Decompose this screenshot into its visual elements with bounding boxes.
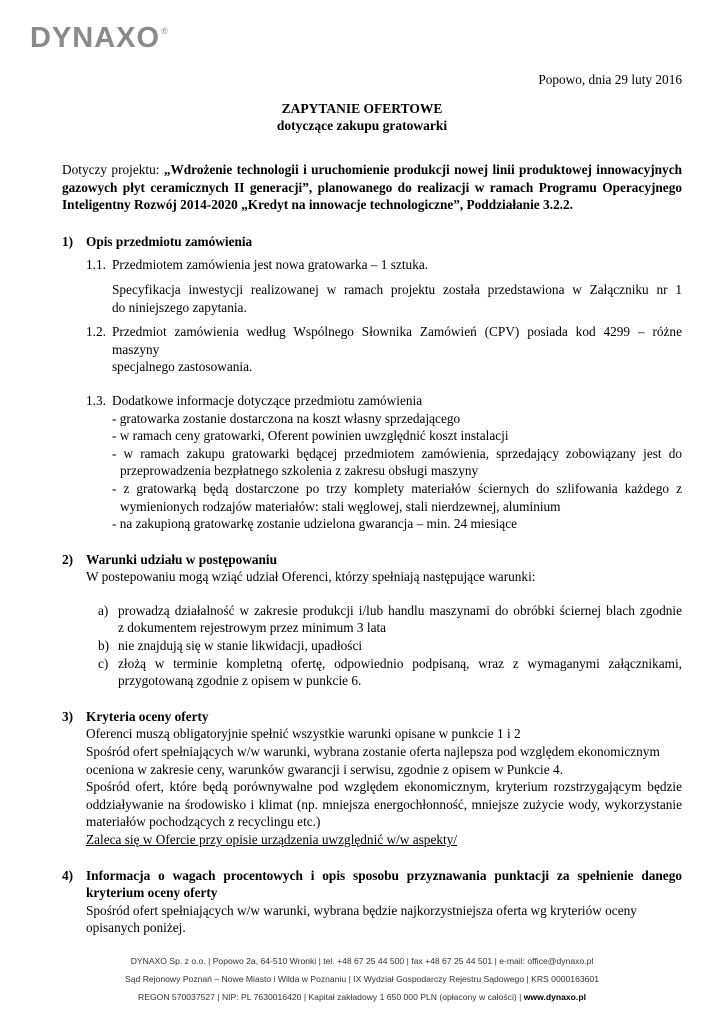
section-2-number: 2) xyxy=(62,551,74,567)
item-1-1 xyxy=(62,256,682,274)
condition-a-letter: a) xyxy=(98,602,109,618)
section-2 xyxy=(62,551,682,690)
document-subtitle: dotyczące zakupu gratowarki xyxy=(276,118,448,133)
spec-line-1: Specyfikacja inwestycji realizowanej w ramach projektu została przedstawiona w Załączniku nr 1 xyxy=(112,281,682,297)
list-item: - w ramach ceny gratowarki, Oferent powinien uwzględnić koszt instalacji xyxy=(112,428,509,444)
criteria-line-3: oceniona w zakresie ceny, warunków gwarancji i serwisu, zgodnie z opisem w Punkcie 4. xyxy=(86,761,563,777)
criteria-line-6: materiałów pochodzących z recyclingu etc.) xyxy=(86,814,321,830)
section-2-intro: W postepowaniu mogą wziąć udział Oferenci, którzy spełniają następujące warunki: xyxy=(86,569,536,585)
item-1-2 xyxy=(62,323,682,376)
section-4-title-line-2: kryterium oceny oferty xyxy=(86,885,218,901)
document-title: ZAPYTANIE OFERTOWE xyxy=(281,101,443,116)
project-prefix: Dotyczy projektu: xyxy=(62,162,164,177)
footer-line-1: DYNAXO Sp. z o.o. | Popowo 2a, 64-510 Wronki | tel. +48 67 25 44 500 | fax +48 67 25 44 501 | e-mail: office@dynaxo.pl xyxy=(130,956,594,966)
section-1-heading xyxy=(62,233,682,251)
list-item-continuation: przeprowadzenia bezpłatnego szkolenia z zakresu obsługi maszyny xyxy=(120,463,479,479)
project-paragraph xyxy=(62,161,682,214)
item-1-3 xyxy=(62,392,682,410)
condition-c-line-2: przygotowaną zgodnie z opisem w punkcie 6. xyxy=(118,673,362,689)
section-3-body xyxy=(62,725,682,848)
section-4 xyxy=(62,867,682,937)
registered-mark: ® xyxy=(161,26,169,36)
section-4-body xyxy=(62,902,682,937)
item-1-2-line-1: Przedmiot zamówienia według Wspólnego Słownika Zamówień (CPV) posiada kod 4299 – różne maszyny xyxy=(112,324,682,357)
criteria-line-1: Oferenci muszą obligatoryjnie spełnić wszystkie warunki opisane w punkcie 1 i 2 xyxy=(86,726,521,742)
condition-c xyxy=(62,655,682,690)
section-4-number: 4) xyxy=(62,867,74,883)
criteria-line-5: oddziaływanie na środowisko i klimat (np. mniejsza energochłonność, mniejsze zużycie wody, wykorzystanie xyxy=(86,796,682,812)
condition-a-line-2: z dokumentem rejestrowym przez minimum 3 lata xyxy=(118,620,387,636)
section-1-number: 1) xyxy=(62,233,74,249)
project-line-3: Inteligentny Rozwój 2014-2020 „Kredyt na innowacje technologiczne”, Poddziałanie 3.2.2. xyxy=(62,197,573,213)
criteria-line-4: Spośród ofert, które będą porównywalne pod względem ekonomicznym, kryterium rozstrzygającym będzie xyxy=(86,779,682,795)
criteria-line-2: Spośród ofert spełniających w/w warunki, wybrana zostanie oferta najlepsza pod względem ekonomicznym xyxy=(86,744,660,760)
item-1-1-text: Przedmiotem zamówienia jest nowa gratowarka – 1 sztuka. xyxy=(112,257,429,273)
page-footer xyxy=(0,952,724,1006)
logo-text: DYNAXO xyxy=(30,22,161,54)
item-1-3-number: 1.3. xyxy=(86,392,106,408)
list-item-continuation: wymienionych rodzajów materiałów: stali węglowej, stali nierdzewnej, aluminium xyxy=(120,498,561,514)
condition-b-letter: b) xyxy=(98,638,110,654)
condition-b-line-1: nie znajdują się w stanie likwidacji, upadłości xyxy=(118,638,363,654)
item-1-1-number: 1.1. xyxy=(86,257,106,273)
list-item: - gratowarka zostanie dostarczona na koszt własny sprzedającego xyxy=(112,410,461,426)
footer-line-3 xyxy=(0,988,724,1006)
condition-a-line-1: prowadzą działalność w zakresie produkcji i/lub handlu maszynami do obróbki ściernej blach zgodnie xyxy=(118,602,682,618)
item-1-2-line-2: specjalnego zastosowania. xyxy=(112,359,253,375)
list-item: - na zakupioną gratowarkę zostanie udzielona gwarancja – min. 24 miesiące xyxy=(112,516,518,532)
footer-line-2: Sąd Rejonowy Poznań – Nowe Miasto i Wilda w Poznaniu | IX Wydział Gospodarczy Rejestru Sądowego | KRS 0000163601 xyxy=(125,974,599,984)
weights-line-1: Spośród ofert spełniających w/w warunki, wybrana będzie najkorzystniejsza oferta wg kryteriów oceny xyxy=(86,902,637,918)
specification-paragraph xyxy=(62,281,682,316)
company-logo xyxy=(30,22,169,55)
condition-a xyxy=(62,602,682,637)
weights-line-2: opisanych poniżej. xyxy=(86,920,186,936)
footer-line-3-text: REGON 570037527 | NIP: PL 7630016420 | Kapitał zakładowy 1 650 000 PLN (opłacony w całości) | xyxy=(138,992,524,1002)
document-body xyxy=(62,161,682,937)
project-line-1 xyxy=(62,161,682,179)
document-date: Popowo, dnia 29 luty 2016 xyxy=(538,72,682,87)
project-text-1: „Wdrożenie technologii i uruchomienie produkcji nowej linii produktowej innowacyjnych xyxy=(163,162,682,177)
section-3-number: 3) xyxy=(62,708,74,724)
criteria-recommendation: Zaleca się w Ofercie przy opisie urządzenia uwzględnić w/w aspekty/ xyxy=(86,832,458,847)
item-1-2-number: 1.2. xyxy=(86,324,106,340)
project-line-2: gazowych płyt ceramicznych II generacji”, planowanego do realizacji w ramach Programu Operacyjnego xyxy=(62,179,682,195)
section-2-heading xyxy=(62,551,682,569)
section-1-title: Opis przedmiotu zamówienia xyxy=(86,233,253,249)
section-4-title-line-1: Informacja o wagach procentowych i opis sposobu przyznawania punktacji za spełnienie danego xyxy=(86,867,682,883)
section-2-title: Warunki udziału w postępowaniu xyxy=(86,551,278,567)
list-item: - z gratowarką będą dostarczone po trzy komplety materiałów ściernych do szlifowania każdego z xyxy=(112,480,682,496)
section-3-heading xyxy=(62,708,682,726)
list-item: - w ramach zakupu gratowarki będącej przedmiotem zamówienia, sprzedający zobowiązany jest do xyxy=(112,445,682,461)
item-1-3-text: Dodatkowe informacje dotyczące przedmiotu zamówienia xyxy=(112,392,423,408)
spec-line-2: do niniejszego zapytania. xyxy=(112,299,247,315)
additional-info-list xyxy=(62,410,682,533)
condition-c-line-1: złożą w terminie kompletną ofertę, odpowiednio podpisaną, wraz z wymaganymi załącznikami, xyxy=(118,655,682,671)
condition-c-letter: c) xyxy=(98,655,109,671)
section-3 xyxy=(62,708,682,849)
section-3-title: Kryteria oceny oferty xyxy=(86,708,209,724)
section-4-heading xyxy=(62,867,682,902)
website-link[interactable]: www.dynaxo.pl xyxy=(523,992,586,1002)
condition-b xyxy=(62,637,682,655)
section-1 xyxy=(62,233,682,533)
